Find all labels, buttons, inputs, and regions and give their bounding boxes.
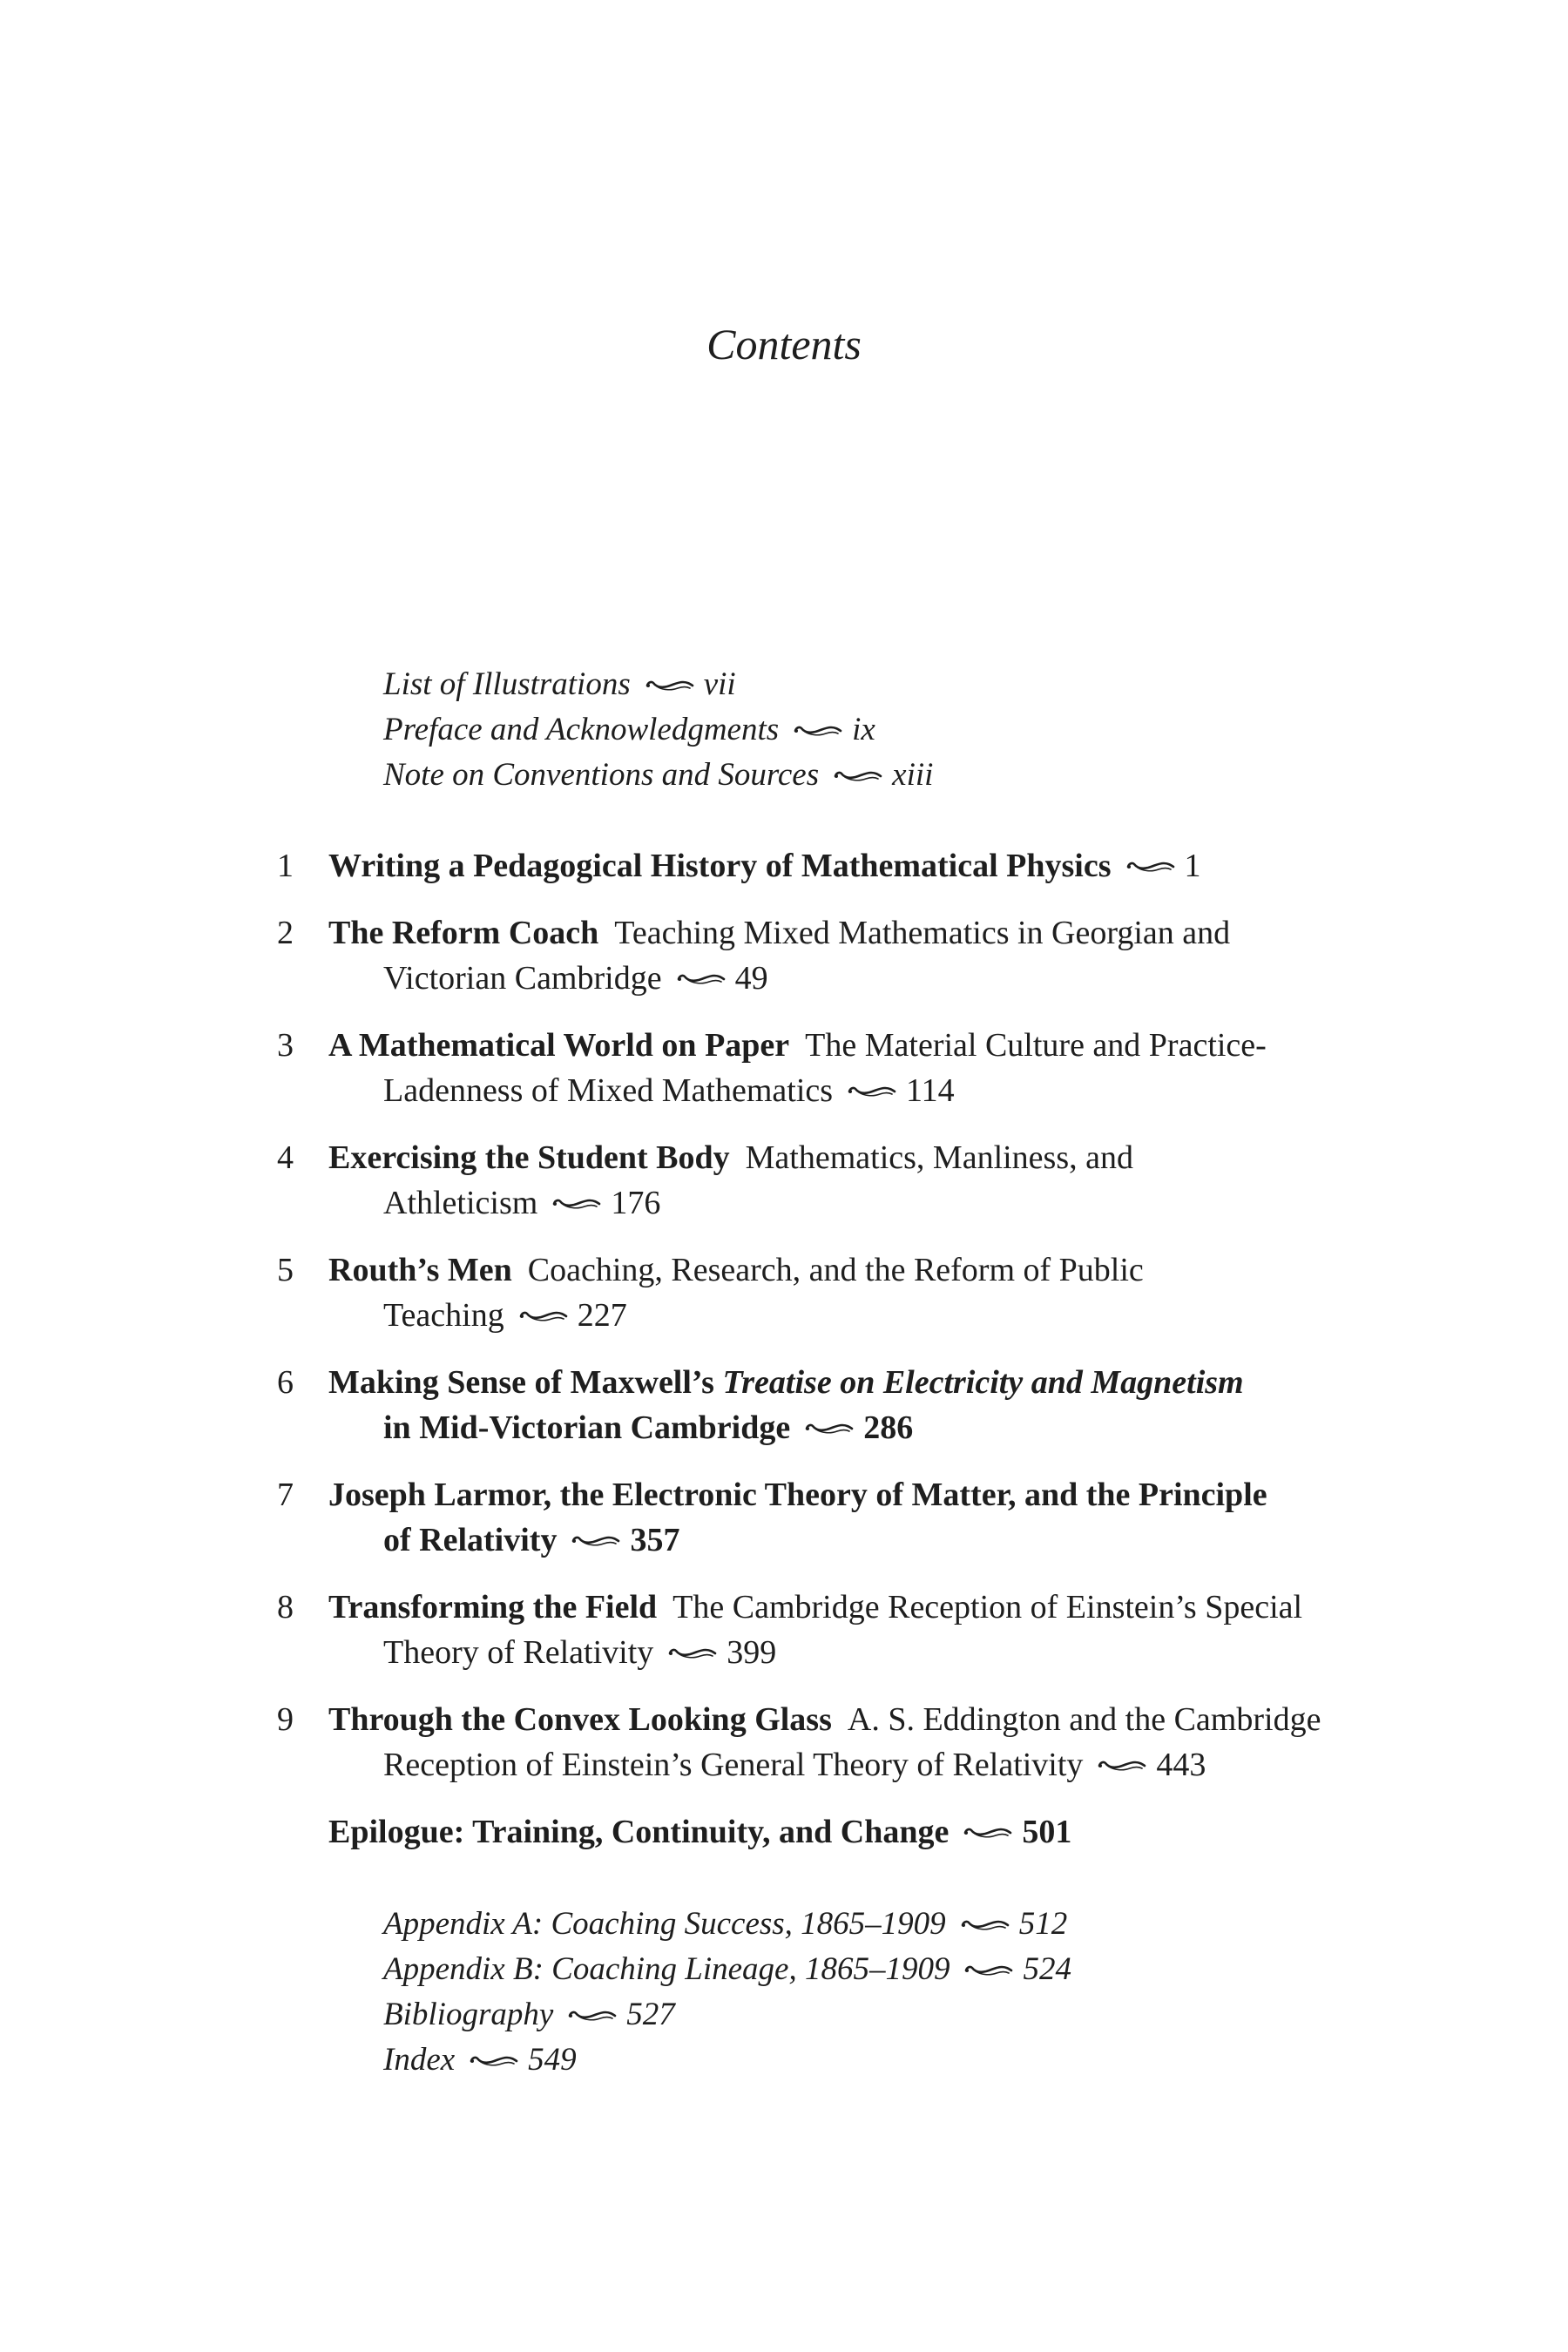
- chapter-title: Exercising the Student Body: [328, 1139, 730, 1176]
- toc-entry-page: 524: [1023, 1951, 1071, 1987]
- tilde-ornament-icon: [960, 1914, 1010, 1933]
- toc-entry-appendix-b[interactable]: [383, 1947, 1071, 1992]
- chapter-title: Routh’s Men: [328, 1252, 512, 1288]
- chapter-subtitle: Mathematics, Manliness, and: [745, 1139, 1133, 1176]
- tilde-ornament-icon: [551, 1193, 602, 1212]
- toc-entry-label: Index: [383, 2042, 456, 2078]
- chapter-subtitle: The Material Culture and Practice-: [805, 1027, 1267, 1064]
- chapter-entry-7[interactable]: [277, 1472, 1444, 1563]
- chapter-entry-5[interactable]: [277, 1247, 1444, 1338]
- toc-entry-page: 527: [626, 1997, 675, 2032]
- chapter-page: 286: [863, 1409, 914, 1446]
- chapter-entry-3[interactable]: [277, 1023, 1444, 1113]
- chapter-number: 9: [277, 1701, 294, 1738]
- chapter-entry-6[interactable]: [277, 1360, 1444, 1450]
- chapter-title-cont: in Mid-Victorian Cambridge: [383, 1409, 791, 1446]
- chapter-title: Making Sense of Maxwell’s: [328, 1364, 714, 1401]
- tilde-ornament-icon: [793, 720, 843, 739]
- back-matter-list: [383, 1902, 1071, 2083]
- toc-entry-label: Appendix A: Coaching Success, 1865–1909: [383, 1906, 946, 1942]
- toc-entry-label: Bibliography: [383, 1997, 554, 2032]
- chapter-title: Transforming the Field: [328, 1589, 658, 1625]
- chapter-number: 5: [277, 1252, 294, 1288]
- chapter-page: 49: [734, 960, 768, 997]
- chapter-title-cont: of Relativity: [383, 1522, 558, 1558]
- chapter-entry-4[interactable]: [277, 1135, 1444, 1226]
- tilde-ornament-icon: [963, 1959, 1014, 1978]
- chapter-number: 6: [277, 1364, 294, 1401]
- toc-entry-label: Note on Conventions and Sources: [383, 757, 820, 793]
- toc-entry-label: Preface and Acknowledgments: [383, 712, 780, 747]
- toc-entry-label: Epilogue: Training, Continuity, and Change: [328, 1814, 950, 1850]
- tilde-ornament-icon: [469, 2050, 519, 2069]
- chapter-number: 4: [277, 1139, 294, 1176]
- chapter-subtitle: Coaching, Research, and the Reform of Public: [527, 1252, 1144, 1288]
- tilde-ornament-icon: [1097, 1754, 1147, 1774]
- toc-entry-note-on-conventions[interactable]: [383, 753, 933, 798]
- toc-entry-list-of-illustrations[interactable]: [383, 662, 933, 707]
- chapter-page: 114: [906, 1072, 955, 1109]
- tilde-ornament-icon: [1125, 855, 1176, 875]
- chapter-title: Joseph Larmor, the Electronic Theory of Matter, and the Principle: [328, 1477, 1267, 1513]
- chapter-subtitle-cont: Theory of Relativity: [383, 1634, 654, 1671]
- chapter-number: 2: [277, 915, 294, 951]
- tilde-ornament-icon: [847, 1080, 897, 1099]
- toc-entry-page: ix: [852, 712, 875, 747]
- chapter-entry-8[interactable]: [277, 1585, 1444, 1675]
- tilde-ornament-icon: [518, 1305, 569, 1324]
- chapter-list: [277, 843, 1444, 1809]
- tilde-ornament-icon: [963, 1821, 1013, 1841]
- chapter-page: 1: [1184, 848, 1201, 884]
- toc-entry-appendix-a[interactable]: [383, 1902, 1071, 1947]
- chapter-title: The Reform Coach: [328, 915, 599, 951]
- chapter-page: 443: [1156, 1747, 1206, 1783]
- toc-entry-bibliography[interactable]: [383, 1992, 1071, 2038]
- toc-entry-page: vii: [703, 666, 736, 702]
- chapter-title: Writing a Pedagogical History of Mathematical Physics: [328, 848, 1112, 884]
- toc-entry-label: Appendix B: Coaching Lineage, 1865–1909: [383, 1951, 950, 1987]
- tilde-ornament-icon: [804, 1417, 855, 1436]
- chapter-number: 8: [277, 1589, 294, 1625]
- chapter-subtitle-cont: Victorian Cambridge: [383, 960, 662, 997]
- chapter-subtitle: Teaching Mixed Mathematics in Georgian and: [614, 915, 1231, 951]
- toc-entry-page: 512: [1018, 1906, 1068, 1942]
- page-title: Contents: [706, 320, 862, 368]
- toc-entry-page: 501: [1022, 1814, 1072, 1850]
- chapter-entry-1[interactable]: [277, 843, 1444, 889]
- chapter-number: 3: [277, 1027, 294, 1064]
- tilde-ornament-icon: [667, 1642, 718, 1661]
- chapter-subtitle: The Cambridge Reception of Einstein’s Special: [672, 1589, 1303, 1625]
- chapter-subtitle-cont: Ladenness of Mixed Mathematics: [383, 1072, 834, 1109]
- chapter-page: 176: [611, 1185, 661, 1221]
- toc-entry-page: 549: [528, 2042, 577, 2078]
- chapter-title-italic: Treatise on Electricity and Magnetism: [722, 1364, 1244, 1401]
- chapter-number: 1: [277, 848, 294, 884]
- chapter-page: 357: [630, 1522, 680, 1558]
- toc-entry-epilogue[interactable]: [328, 1809, 1071, 1855]
- chapter-entry-2[interactable]: [277, 910, 1444, 1001]
- toc-entry-index[interactable]: [383, 2038, 1071, 2083]
- tilde-ornament-icon: [645, 674, 695, 693]
- chapter-page: 227: [577, 1297, 627, 1334]
- toc-entry-preface[interactable]: [383, 707, 933, 753]
- toc-entry-page: xiii: [892, 757, 934, 793]
- chapter-entry-9[interactable]: [277, 1697, 1444, 1788]
- front-matter-list: [383, 662, 933, 798]
- toc-entry-label: List of Illustrations: [383, 666, 631, 702]
- chapter-title: A Mathematical World on Paper: [328, 1027, 790, 1064]
- chapter-subtitle-cont: Teaching: [383, 1297, 504, 1334]
- chapter-page: 399: [727, 1634, 777, 1671]
- tilde-ornament-icon: [571, 1530, 621, 1549]
- chapter-subtitle-cont: Athleticism: [383, 1185, 538, 1221]
- tilde-ornament-icon: [676, 968, 727, 987]
- chapter-subtitle-cont: Reception of Einstein’s General Theory of Relativity: [383, 1747, 1084, 1783]
- chapter-title: Through the Convex Looking Glass: [328, 1701, 832, 1738]
- chapter-subtitle: A. S. Eddington and the Cambridge: [847, 1701, 1321, 1738]
- chapter-number: 7: [277, 1477, 294, 1513]
- tilde-ornament-icon: [567, 2004, 618, 2024]
- tilde-ornament-icon: [833, 765, 883, 784]
